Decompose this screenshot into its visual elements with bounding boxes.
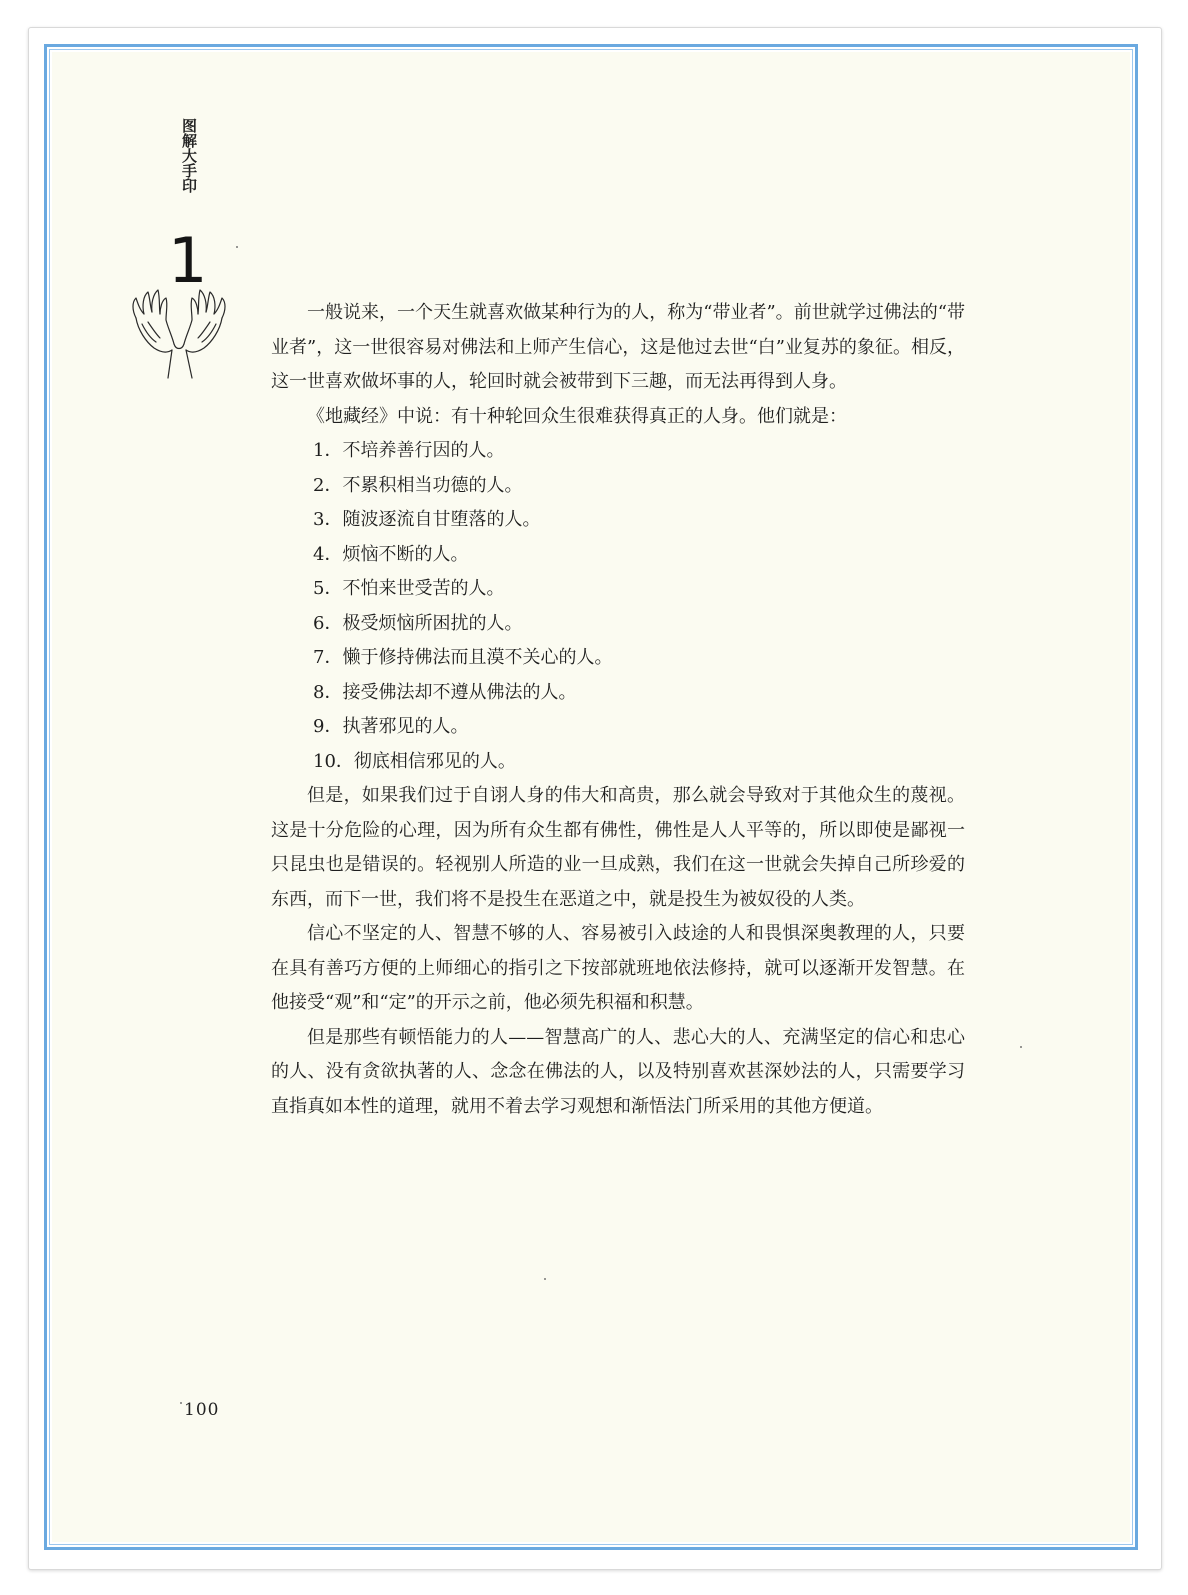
list-item: 3．随波逐流自甘堕落的人。 [313,509,541,530]
paragraph: 一般说来，一个天生就喜欢做某种行为的人，称为“带业者”。前世就学过佛法的“带业者”，这一世很容易对佛法和上师产生信心，这是他过去世“白”业复苏的象征。相反，这一世喜欢做坏事的人，轮回时就会被带到下三趣，而无法再得到人身。 [271,302,965,392]
chapter-number: 1 [168,224,208,297]
paragraph: 信心不坚定的人、智慧不够的人、容易被引入歧途的人和畏惧深奥教理的人，只要在具有善巧方便的上师细心的指引之下按部就班地依法修持，就可以逐渐开发智慧。在他接受“观”和“定”的开示之前，他必须先积福和积慧。 [271,923,965,1013]
paragraph: 但是，如果我们过于自诩人身的伟大和高贵，那么就会导致对于其他众生的蔑视。这是十分危险的心理，因为所有众生都有佛性，佛性是人人平等的，所以即使是鄙视一只昆虫也是错误的。轻视别人所造的业一旦成熟，我们在这一世就会失掉自己所珍爱的东西，而下一世，我们将不是投生在恶道之中，就是投生为被奴役的人类。 [271,785,965,910]
praying-hands-icon [128,288,230,380]
scan-speck [544,1278,546,1280]
list-item: 7．懒于修持佛法而且漠不关心的人。 [313,647,613,668]
list-item: 4．烦恼不断的人。 [313,543,469,565]
paragraph: 但是那些有顿悟能力的人——智慧高广的人、悲心大的人、充满坚定的信心和忠心的人、没有贪欲执著的人、念念在佛法的人，以及特别喜欢甚深妙法的人，只需要学习直指真如本性的道理，就用不着去学习观想和渐悟法门所采用的其他方便道。 [271,1026,965,1117]
list-item: 8．接受佛法却不遵从佛法的人。 [313,681,577,703]
scan-speck [236,246,238,248]
list-item: 10．彻底相信邪见的人。 [313,750,516,772]
list-item: 1．不培养善行因的人。 [313,440,505,461]
body-text [271,296,965,1124]
list-item: 6．极受烦恼所困扰的人。 [313,612,523,634]
list-item: 9．执著邪见的人。 [313,716,469,737]
scan-speck [1020,1046,1022,1048]
running-title: 图解大手印 [180,118,198,193]
list-item: 2．不累积相当功德的人。 [313,474,523,496]
scan-speck [180,1402,182,1404]
list-item: 5．不怕来世受苦的人。 [313,578,505,599]
paragraph: 《地藏经》中说：有十种轮回众生很难获得真正的人身。他们就是： [307,405,847,427]
page-number: 100 [184,1400,220,1420]
